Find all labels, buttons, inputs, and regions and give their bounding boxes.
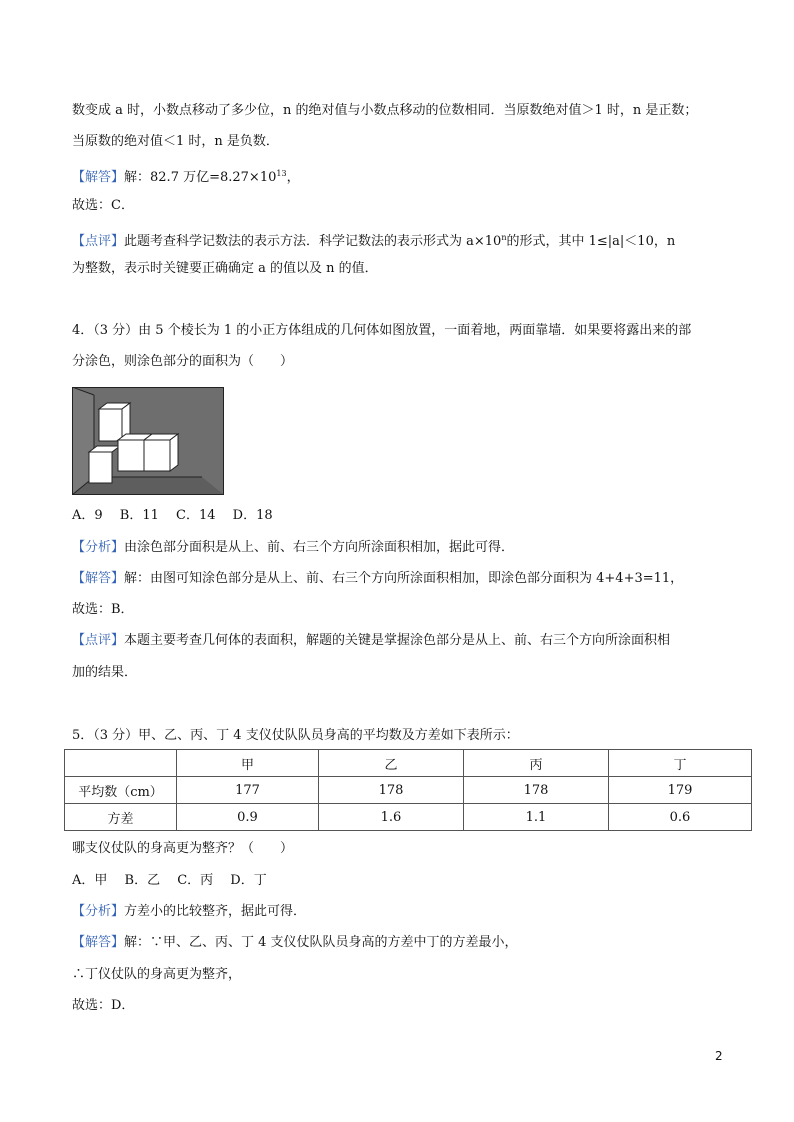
table-header-row: [65, 750, 752, 777]
q5-answer-line2: ∴丁仪仗队的身高更为整齐，: [72, 967, 242, 982]
answer-tag: 【解答】: [72, 935, 125, 950]
table-header-cell: 乙: [319, 750, 464, 777]
q4-options: A．9 B．11 C．14 D．18: [72, 508, 273, 523]
answer-end: ，: [286, 170, 300, 185]
q5-choice: 故选：D．: [72, 998, 135, 1013]
comment-text: 本题主要考查几何体的表面积，解题的关键是掌握涂色部分是从上、前、右三个方向所涂面积相: [124, 633, 671, 648]
q4-choice: 故选：B．: [72, 602, 134, 617]
analysis-tag: 【分析】: [72, 540, 125, 555]
table-cell: 0.9: [177, 804, 319, 831]
table-row: [65, 804, 752, 831]
analysis-text: 由涂色部分面积是从上、前、右三个方向所涂面积相加，据此可得．: [124, 540, 515, 555]
table-cell: 177: [177, 777, 319, 804]
answer-tag: 【解答】: [72, 170, 125, 185]
analysis-tag: 【分析】: [72, 904, 125, 919]
answer-tag: 【解答】: [72, 571, 125, 586]
answer-text: 解：82.7 万亿=8.27×10: [124, 170, 277, 185]
table-row: [65, 777, 752, 804]
sec3-choice: 故选：C．: [72, 198, 134, 213]
answer-exponent: 13: [276, 169, 287, 178]
table-cell: 0.6: [609, 804, 752, 831]
table-cell: 方差: [65, 804, 177, 831]
table-cell: 1.1: [464, 804, 609, 831]
q4-analysis: [72, 539, 514, 557]
q5-options: A．甲 B．乙 C．丙 D．丁: [72, 873, 267, 888]
sec3-comment-line2: 为整数，表示时关键要正确确定 a 的值以及 n 的值．: [72, 261, 378, 276]
table-header-cell: 丙: [464, 750, 609, 777]
sec3-line2: 当原数的绝对值＜1 时，n 是负数．: [72, 134, 279, 149]
table-header-cell: 甲: [177, 750, 319, 777]
sec3-answer: [72, 165, 300, 187]
analysis-text: 方差小的比较整齐，据此可得．: [124, 904, 307, 919]
answer-text: 解：∵甲、乙、丙、丁 4 支仪仗队队员身高的方差中丁的方差最小，: [124, 935, 518, 950]
table-cell: 平均数（cm）: [65, 777, 177, 804]
q5-stem: 5．（3 分）甲、乙、丙、丁 4 支仪仗队队员身高的平均数及方差如下表所示：: [72, 728, 519, 743]
page-number: 2: [715, 1049, 723, 1063]
sec3-line1: 数变成 a 时，小数点移动了多少位，n 的绝对值与小数点移动的位数相同．当原数绝对值＞1 时，n 是正数；: [72, 103, 698, 118]
table-cell: 178: [464, 777, 609, 804]
sec3-comment: [72, 229, 675, 251]
q4-answer: [72, 570, 683, 588]
q4-stem-line1: 4．（3 分）由 5 个棱长为 1 的小正方体组成的几何体如图放置，一面着地，两面靠墙．如果要将露出来的部: [72, 323, 692, 338]
comment-tag: 【点评】: [72, 633, 125, 648]
q5-answer: [72, 934, 518, 952]
table-header-cell: [65, 750, 177, 777]
table-cell: 1.6: [319, 804, 464, 831]
table-cell: 179: [609, 777, 752, 804]
answer-text: 解：由图可知涂色部分是从上、前、右三个方向所涂面积相加，即涂色部分面积为 4+4+3=11，: [124, 571, 684, 586]
cube-figure: [72, 387, 224, 495]
comment-exponent: n: [501, 233, 507, 242]
comment-tag: 【点评】: [72, 234, 125, 249]
q4-comment-line2: 加的结果．: [72, 665, 138, 680]
q4-stem-line2: 分涂色，则涂色部分的面积为（ ）: [72, 354, 294, 369]
table-cell: 178: [319, 777, 464, 804]
comment-text-b: 的形式，其中 1≤|a|＜10，n: [506, 234, 676, 249]
q5-analysis: [72, 903, 306, 921]
comment-text-a: 此题考查科学记数法的表示方法．科学记数法的表示形式为 a×10: [124, 234, 502, 249]
q4-comment: [72, 632, 670, 650]
table-header-cell: 丁: [609, 750, 752, 777]
q5-question: 哪支仪仗队的身高更为整齐？（ ）: [72, 841, 294, 856]
height-table: [64, 749, 752, 831]
